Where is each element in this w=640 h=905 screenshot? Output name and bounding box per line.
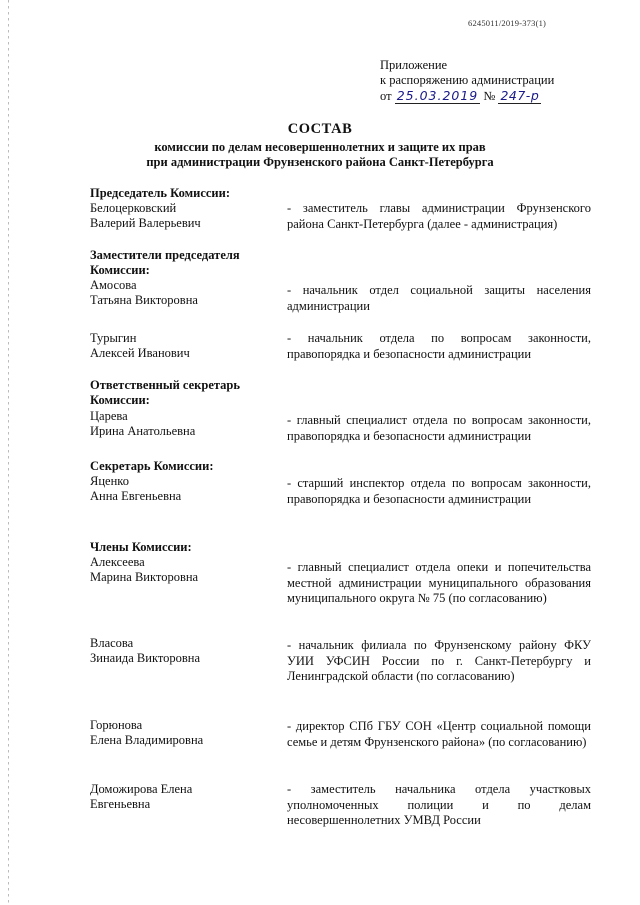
- person-role: - главный специалист отдела по вопросам законности, правопорядка и безопасности администрации: [287, 413, 591, 443]
- document-subtitle-2: при администрации Фрунзенского района Санкт-Петербурга: [146, 155, 494, 169]
- person-role: - начальник филиала по Фрунзенскому району ФКУ УИИ УФСИН России по г. Санкт-Петербургу и Ленинградской области (по согласованию): [287, 638, 591, 683]
- person-role: - начальник отдел социальной защиты населения администрации: [287, 283, 591, 313]
- person-name: [90, 474, 265, 504]
- appendix-block: [380, 58, 554, 104]
- document-subtitle-1: комиссии по делам несовершеннолетних и защите их прав: [154, 140, 486, 154]
- person-name-line: Алексеева: [90, 555, 145, 569]
- section-responsible-secretary: Ответственный секретарь Комиссии:: [90, 378, 240, 407]
- person-name: [90, 278, 265, 308]
- person-name-line: Белоцерковский: [90, 201, 177, 215]
- person-role: - начальник отдела по вопросам законности, правопорядка и безопасности администрации: [287, 331, 591, 361]
- person-name-line: Яценко: [90, 474, 129, 488]
- person-name-line: Зинаида Викторовна: [90, 651, 201, 665]
- person-name-line: Амосова: [90, 278, 137, 292]
- person-name-line: Ирина Анатольевна: [90, 424, 196, 438]
- person-name-line: Горюнова: [90, 718, 143, 732]
- person-name: [90, 718, 265, 748]
- appendix-line2: к распоряжению администрации: [380, 73, 555, 87]
- person-role: - заместитель начальника отдела участковых уполномоченных полиции и по делам несовершеннолетних УМВД России: [287, 782, 591, 827]
- person-role: - главный специалист отдела опеки и попечительства местной администрации муниципального образования муниципального округа № 75 (по согласованию): [287, 560, 591, 605]
- person-name: [90, 782, 265, 812]
- appendix-line1: Приложение: [380, 58, 448, 72]
- number-prefix: №: [483, 89, 496, 103]
- person-name: [90, 636, 265, 666]
- section-chair: Председатель Комиссии:: [90, 186, 230, 200]
- date-prefix: от: [380, 89, 392, 103]
- person-name-line: Анна Евгеньевна: [90, 489, 182, 503]
- person-name-line: Евгеньевна: [90, 797, 151, 811]
- person-name-line: Царева: [90, 409, 128, 423]
- person-name: [90, 555, 265, 585]
- person-name: [90, 331, 265, 361]
- handwritten-number: 247-р: [500, 88, 540, 103]
- document-title: СОСТАВ: [287, 121, 353, 137]
- person-name-line: Елена Владимировна: [90, 733, 204, 747]
- appendix-date-line: [380, 88, 554, 104]
- person-name-line: Валерий Валерьевич: [90, 216, 201, 230]
- person-role: - заместитель главы администрации Фрунзенского района Санкт-Петербурга (далее - администрация): [287, 201, 591, 231]
- person-name-line: Марина Викторовна: [90, 570, 199, 584]
- person-role: - старший инспектор отдела по вопросам законности, правопорядка и безопасности администрации: [287, 476, 591, 506]
- section-secretary: Секретарь Комиссии:: [90, 459, 214, 473]
- person-name-line: Власова: [90, 636, 134, 650]
- person-name-line: Алексей Иванович: [90, 346, 190, 360]
- person-name: [90, 409, 265, 439]
- person-name: [90, 201, 265, 231]
- section-deputies: Заместители председателя Комиссии:: [90, 248, 240, 277]
- document-number: 6245011/2019-373(1): [468, 18, 547, 28]
- person-role: - директор СПб ГБУ СОН «Центр социальной помощи семье и детям Фрунзенского района» (по согласованию): [287, 719, 591, 749]
- person-name-line: Доможирова Елена: [90, 782, 193, 796]
- person-name-line: Турыгин: [90, 331, 137, 345]
- person-name-line: Татьяна Викторовна: [90, 293, 198, 307]
- handwritten-date: 25.03.2019: [396, 88, 479, 103]
- section-members: Члены Комиссии:: [90, 540, 192, 554]
